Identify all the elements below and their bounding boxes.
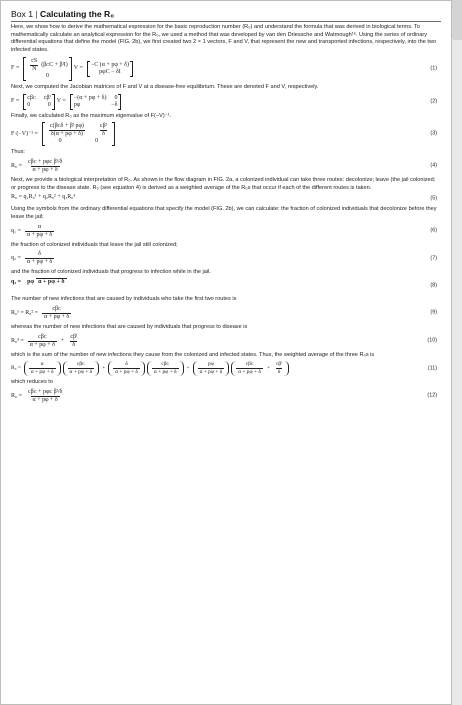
eq12-denominator: α + pφ + δ <box>32 396 58 403</box>
eq6-number: (6) <box>430 227 437 234</box>
eq7-numerator: δ <box>38 251 41 258</box>
eq4-lhs: R₀ = <box>11 162 22 169</box>
eq3-z1: 0 <box>58 138 62 145</box>
eq11-a-n: α <box>40 361 44 368</box>
eq2-a12: cβᴵ <box>43 94 51 101</box>
equation-11 <box>11 361 437 376</box>
eq11-plus-1: + <box>102 365 106 372</box>
equation-1 <box>11 57 437 81</box>
eq1-v1: −C (α + pφ + δ) <box>90 61 129 68</box>
scrollbar-tab[interactable] <box>452 0 462 40</box>
eq4-number: (4) <box>430 162 437 169</box>
eq2-b22: −δ <box>111 101 118 108</box>
paragraph-12: which reduces to <box>11 379 53 386</box>
eq7-lhs: q₂ = <box>11 255 21 262</box>
eq4-denominator: α + pφ + δ <box>32 166 58 173</box>
eq2-number: (2) <box>430 98 437 105</box>
eq11-plus-2: + <box>186 365 190 372</box>
eq11-c-d: α + pφ + δ <box>115 369 138 376</box>
paragraph-10: whereas the number of new infections that are caused by individuals that progress to disease is <box>11 323 248 330</box>
eq11-term-c <box>108 361 145 376</box>
paragraph-2: Next, we computed the Jacobian matrices of F and V at a disease-free equilibrium. These are denoted F and V, respectively. <box>11 83 319 90</box>
eq11-lhs: R₀ = <box>11 365 21 372</box>
paragraph-6: Using the symbols from the ordinary differential equations that specify the model (FIG. 2b), we can calculate: the fraction of colonized individuals that decolonize before they leave the jail; <box>11 206 437 221</box>
eq11-number: (11) <box>427 365 437 372</box>
eq11-term-e <box>193 361 230 376</box>
eq3-matrix <box>42 122 115 146</box>
box-separator: | <box>35 9 38 19</box>
paragraph-3: Finally, we calculated R₀ as the maximum eigenvalue of F(−V)⁻¹. <box>11 112 172 119</box>
eq10-d2: δ <box>72 341 76 348</box>
equation-9 <box>11 306 437 321</box>
eq1-cs: cS <box>31 57 38 64</box>
eq1-v-lhs: V = <box>73 65 83 72</box>
eq1-number: (1) <box>430 65 437 72</box>
paragraph-4: Thus: <box>11 149 25 156</box>
eq11-term-a <box>24 361 61 376</box>
eq3-number: (3) <box>430 130 437 137</box>
box-heading: Calculating the R₀ <box>40 9 115 19</box>
eq2-b21: pφ <box>73 101 81 108</box>
eq11-b-d: α + pφ + δ <box>69 369 93 376</box>
eq11-plus-3: + <box>266 365 270 372</box>
eq10-lhs: R₀³ = <box>11 337 24 344</box>
paragraph-11: which is the sum of the number of new infections they cause from the colonized and infected states. Thus, the weighted average of the three R₀s is <box>11 351 375 358</box>
eq9-numerator: cβᴄ <box>52 305 61 312</box>
eq1-zero: 0 <box>46 72 50 79</box>
eq11-f-d: α + pφ + δ <box>238 369 261 376</box>
paragraph-7: the fraction of colonized individuals that leave the jail still colonized; <box>11 241 178 248</box>
box-label: Box 1 <box>11 9 33 19</box>
eq1-f-lhs: F = <box>11 65 20 72</box>
eq8-number: (8) <box>430 282 437 289</box>
eq8-denominator: α + pφ + δ <box>38 279 65 286</box>
paragraph-8: and the fraction of colonized individuals that progress to infection while in the jail. <box>11 269 211 276</box>
eq1-f-vector <box>23 57 72 81</box>
eq8-numerator: pφ <box>27 279 35 286</box>
eq11-d-d: α + pφ + δ <box>153 369 177 376</box>
eq10-number: (10) <box>427 337 437 344</box>
eq11-e-n: pφ <box>208 361 214 368</box>
eq5-text: R₀ = q₁R₀¹ + q₂R₀² + q₃R₀³ <box>11 194 76 201</box>
eq7-number: (7) <box>430 255 437 262</box>
eq3-n1: c(βᴄδ + βᴵ pφ) <box>49 123 84 130</box>
eq2-b12: 0 <box>114 94 118 101</box>
eq6-numerator: α <box>38 223 42 230</box>
eq6-lhs: q₁ = <box>11 227 21 234</box>
eq9-denominator: α + pφ + δ <box>44 313 70 320</box>
eq11-e-d: α + pφ + δ <box>199 369 223 376</box>
eq10-d1: α + pφ + δ <box>29 341 55 348</box>
eq1-v2: pφC − δI <box>99 68 121 75</box>
eq3-d1: δ(α + pφ + δ) <box>50 131 83 138</box>
eq2-a11: cβᴄ <box>27 94 36 101</box>
paragraph-9: The number of new infections that are caused by individuals who take the first two routes is <box>11 296 237 303</box>
equation-10 <box>11 334 437 349</box>
title-rule <box>11 21 441 22</box>
eq2-a21: 0 <box>27 101 31 108</box>
eq2-v-lhs: V = <box>56 98 66 105</box>
eq11-term-fg <box>231 361 289 376</box>
equation-8 <box>11 279 437 293</box>
eq2-f-matrix <box>23 94 55 110</box>
equation-6 <box>11 224 437 239</box>
eq10-n1: cβᴄ <box>38 333 47 340</box>
equation-4 <box>11 159 437 174</box>
eq11-b-n: cβᴄ <box>77 361 85 368</box>
eq1-term: (βᴄC + βᴵI) <box>41 61 68 68</box>
eq1-n: N <box>32 65 37 72</box>
equation-2 <box>11 94 437 110</box>
eq9-lhs: R₀¹ = R₀² = <box>11 309 39 316</box>
eq11-f-n: cβᴄ <box>245 361 254 368</box>
eq6-denominator: α + pφ + δ <box>26 231 53 238</box>
eq3-n2: cβᴵ <box>99 123 107 130</box>
eq12-number: (12) <box>427 392 437 399</box>
paragraph-1: Here, we show how to derive the mathematical expression for the basic reproduction number (R₀) and understand the formula that was derived in biological terms. To mathematically calculate an analytical expression for the R₀, we used a method that was developed by van den Driessche and Watmough¹⁶. Using the series of ordinary differential equations that define the model (FIG. 2b), we first created two 2 × 1 vectors, F and V, that represent the new and transported infections, respectively, into the two infected states. <box>11 24 437 54</box>
eq4-numerator: cβᴄ + pφc βᴵ/δ <box>27 158 63 165</box>
equation-12 <box>11 389 437 404</box>
eq3-d2: δ <box>101 131 105 138</box>
eq2-a22: 0 <box>47 101 51 108</box>
eq3-lhs: F·(−V)⁻¹ = <box>11 130 38 137</box>
eq12-numerator: cβᴄ + pφc βᴵ/δ <box>27 388 63 395</box>
eq11-d-n: cβᴄ <box>161 361 170 368</box>
eq10-plus: + <box>60 337 65 344</box>
eq11-term-b <box>63 361 100 376</box>
eq11-a-d: α + pφ + δ <box>30 369 54 376</box>
eq8-lhs: q₃ = <box>11 279 22 286</box>
equation-3 <box>11 122 437 146</box>
paragraph-5: Next, we provide a biological interpretation of R₀. As shown in the flow diagram in FIG. 2a, a colonized individual can take three routes: decolonize; leave (the jail colonized; or progress to the disease state. R₀ (see equation 4) is derived as a weighted average of the R₀s that occur if each of the different routes is taken. <box>11 176 436 191</box>
eq11-g-n: cβᴵ <box>275 361 283 368</box>
eq11-term-d <box>147 361 184 376</box>
eq3-z2: 0 <box>95 138 99 145</box>
equation-5 <box>11 194 437 203</box>
box-content <box>11 24 437 407</box>
eq2-b11: −(α + pφ + δ) <box>73 94 107 101</box>
eq10-n2: cβᴵ <box>70 333 78 340</box>
eq9-number: (9) <box>430 309 437 316</box>
eq7-denominator: α + pφ + δ <box>26 259 53 266</box>
eq11-c-n: δ <box>125 361 128 368</box>
eq11-g-d: δ <box>277 369 281 376</box>
box-title <box>11 9 114 19</box>
eq2-f-lhs: F = <box>11 98 20 105</box>
eq5-number: (5) <box>430 195 437 202</box>
eq2-v-matrix <box>70 94 122 110</box>
equation-7 <box>11 251 437 266</box>
eq12-lhs: R₀ = <box>11 392 22 399</box>
eq1-v-vector <box>87 61 133 77</box>
